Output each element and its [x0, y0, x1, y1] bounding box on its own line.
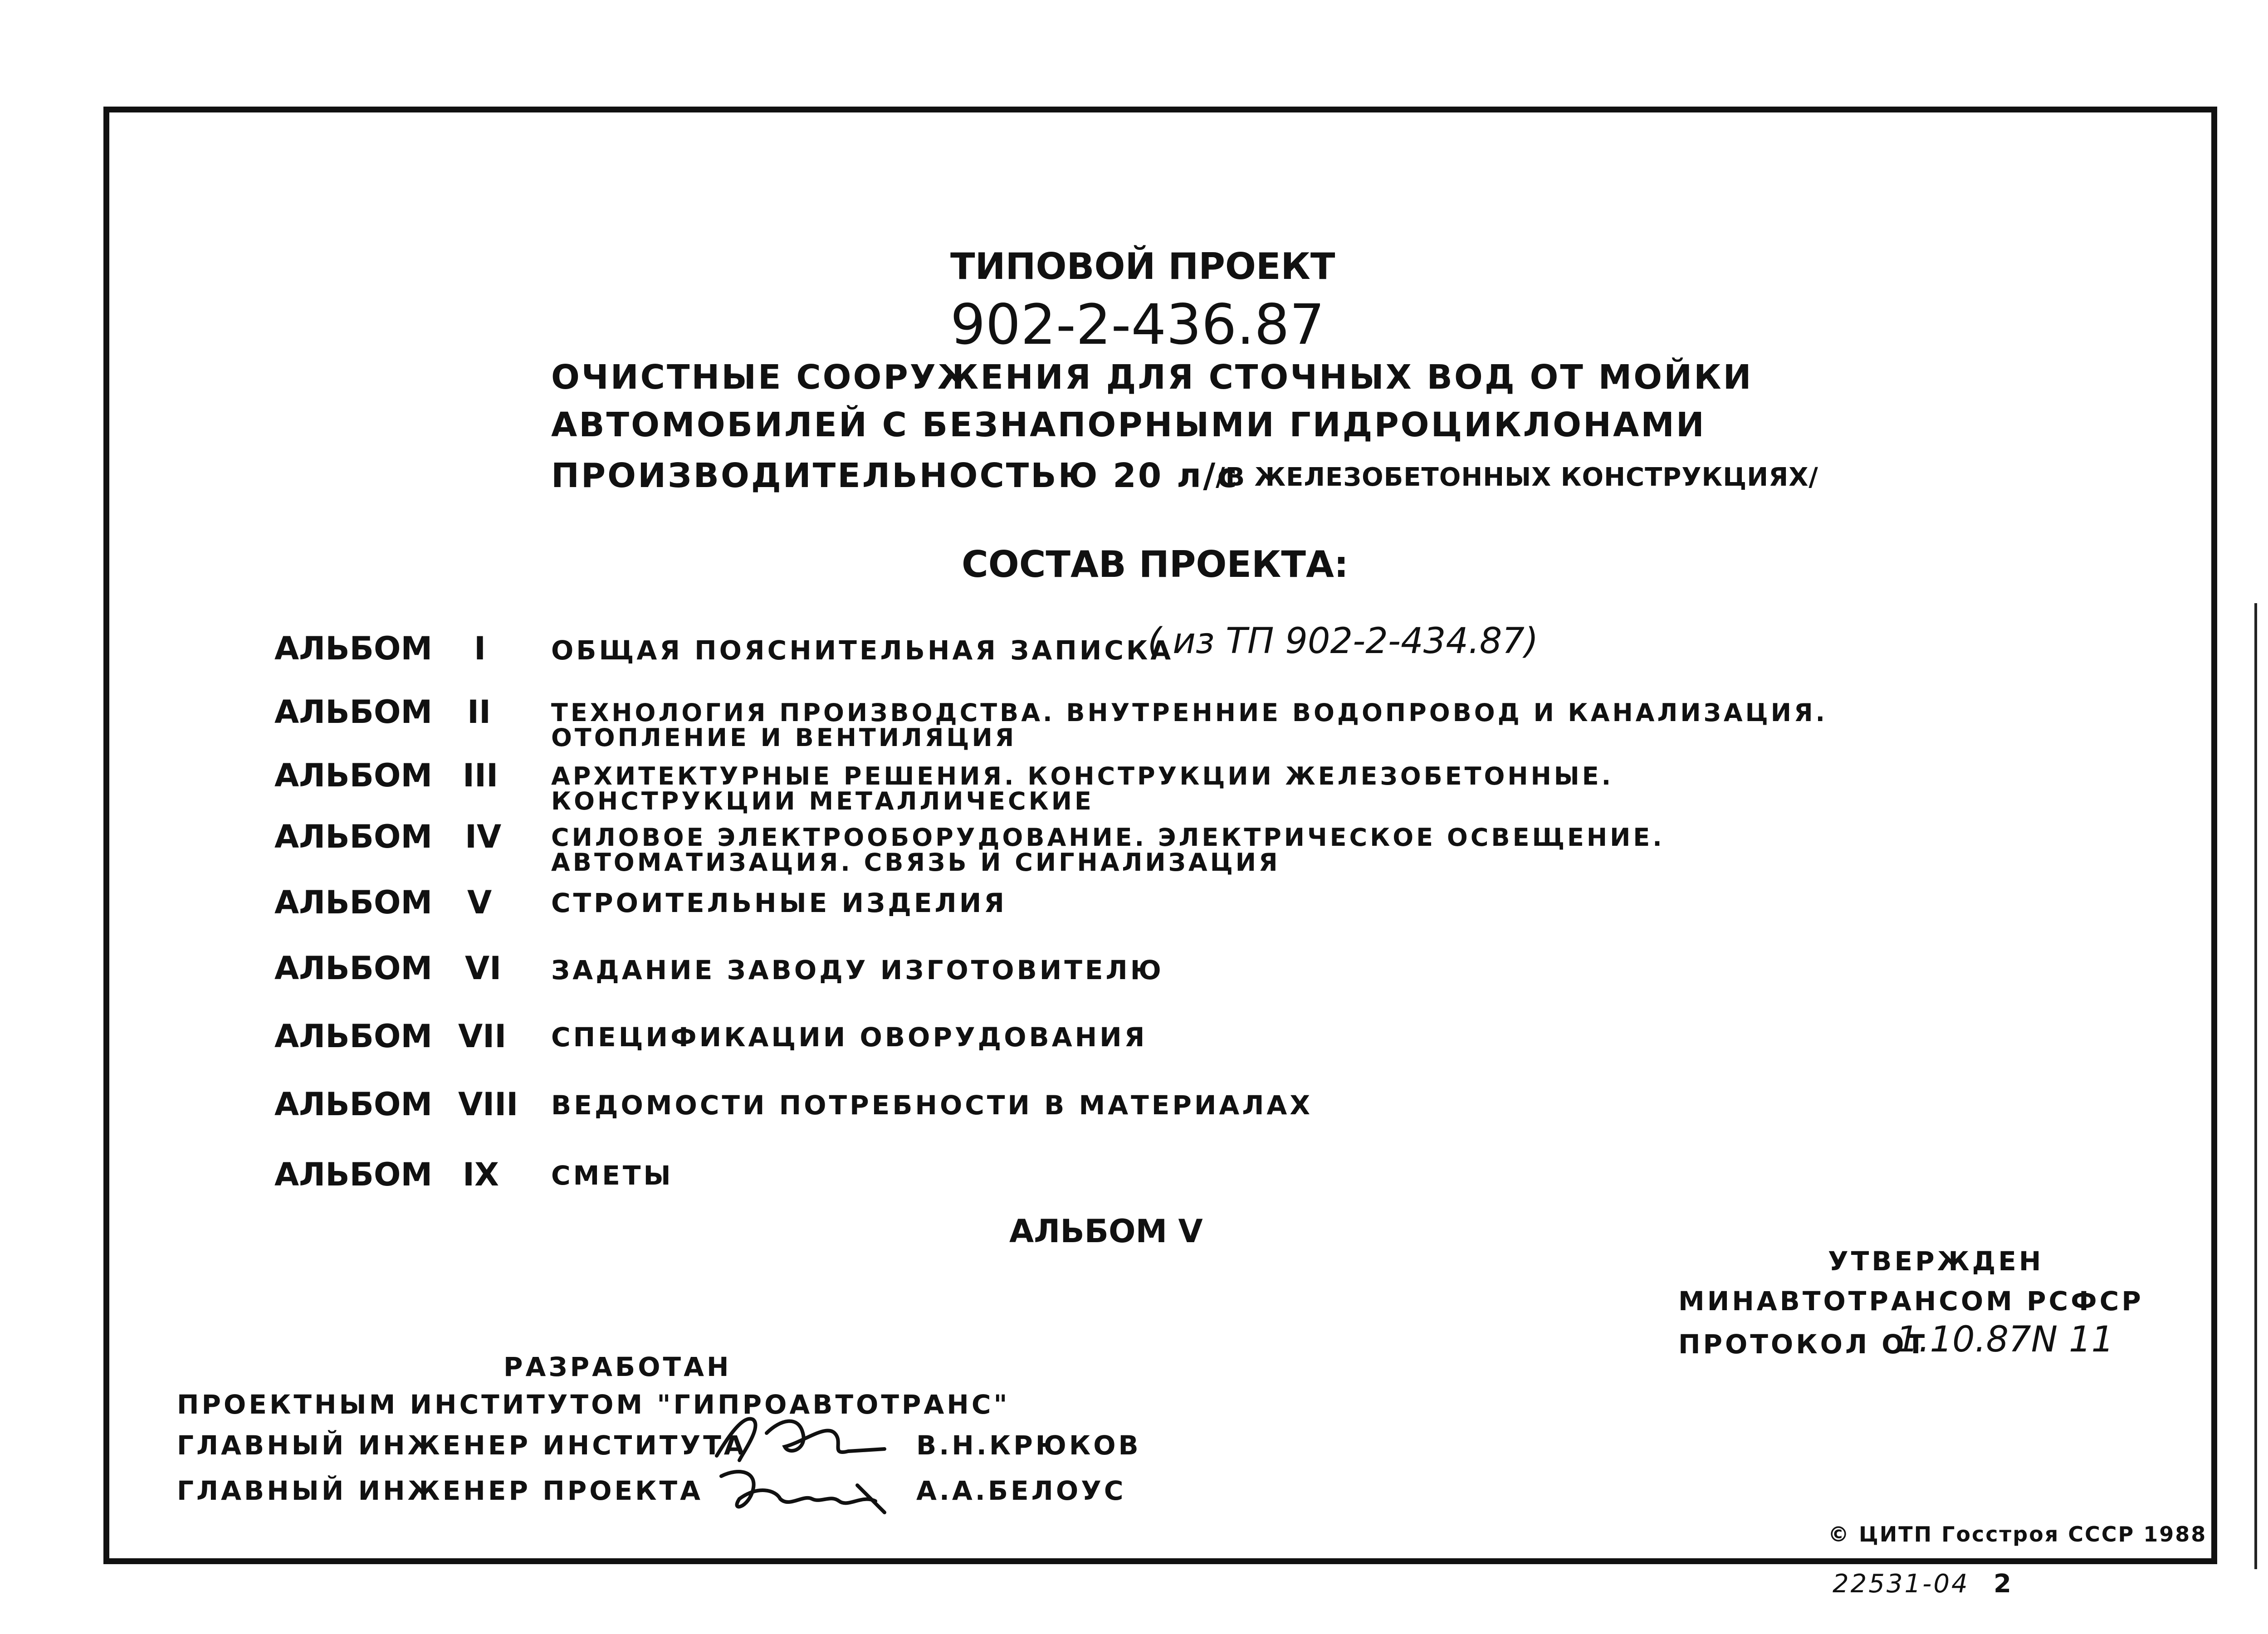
- album-label: АЛЬБОМ: [274, 1156, 433, 1193]
- album-title: АРХИТЕКТУРНЫЕ РЕШЕНИЯ. КОНСТРУКЦИИ ЖЕЛЕЗОБЕТОННЫЕ.: [551, 762, 1614, 790]
- title-line-3: ПРОИЗВОДИТЕЛЬНОСТЬЮ 20 л/с: [551, 456, 1239, 495]
- album-number: II: [467, 693, 491, 731]
- project-type: ТИПОВОЙ ПРОЕКТ: [950, 245, 1335, 288]
- approval-line-1: УТВЕРЖДЕН: [1828, 1246, 2044, 1277]
- developer-line-1: ПРОЕКТНЫМ ИНСТИТУТОМ "ГИПРОАВТОТРАНС": [177, 1389, 1010, 1420]
- album-title-line-2: КОНСТРУКЦИИ МЕТАЛЛИЧЕСКИЕ: [551, 787, 1094, 815]
- album-title: ЗАДАНИЕ ЗАВОДУ ИЗГОТОВИТЕЛЮ: [551, 955, 1164, 985]
- album-label: АЛЬБОМ: [274, 950, 433, 987]
- album-title-handwritten-note: ( из ТП 902-2-434.87): [1148, 621, 1539, 662]
- copyright: © ЦИТП Госстроя СССР 1988: [1828, 1522, 2207, 1546]
- album-title-line-2: АВТОМАТИЗАЦИЯ. СВЯЗЬ И СИГНАЛИЗАЦИЯ: [551, 848, 1281, 877]
- album-number: V: [467, 884, 492, 921]
- album-label: АЛЬБОМ: [274, 1086, 433, 1123]
- chief-engineer-project-role: ГЛАВНЫЙ ИНЖЕНЕР ПРОЕКТА: [177, 1475, 703, 1506]
- current-album: АЛЬБОМ V: [1009, 1213, 1203, 1250]
- approval-line-3: ПРОТОКОЛ ОТ: [1678, 1329, 1928, 1360]
- chief-engineer-project-name: А.А.БЕЛОУС: [916, 1475, 1126, 1506]
- album-number: VIII: [458, 1086, 518, 1123]
- album-title: СИЛОВОЕ ЭЛЕКТРООБОРУДОВАНИЕ. ЭЛЕКТРИЧЕСКОЕ ОСВЕЩЕНИЕ.: [551, 823, 1665, 852]
- album-label: АЛЬБОМ: [274, 693, 433, 731]
- album-label: АЛЬБОМ: [274, 884, 433, 921]
- album-label: АЛЬБОМ: [274, 630, 433, 667]
- project-code: 902-2-436.87: [950, 293, 1325, 357]
- album-number: III: [463, 757, 499, 794]
- album-label: АЛЬБОМ: [274, 1018, 433, 1055]
- chief-engineer-institute-name: В.Н.КРЮКОВ: [916, 1430, 1141, 1461]
- album-title: СМЕТЫ: [551, 1160, 674, 1191]
- sheet-number: 2: [1994, 1569, 2011, 1599]
- chief-engineer-institute-role: ГЛАВНЫЙ ИНЖЕНЕР ИНСТИТУТА: [177, 1430, 747, 1461]
- album-title: ОБЩАЯ ПОЯСНИТЕЛЬНАЯ ЗАПИСКА: [551, 635, 1174, 666]
- album-label: АЛЬБОМ: [274, 757, 433, 794]
- album-title: СТРОИТЕЛЬНЫЕ ИЗДЕЛИЯ: [551, 888, 1007, 918]
- approval-protocol-handwritten: 1.10.87N 11: [1896, 1319, 2114, 1360]
- album-number: I: [474, 630, 486, 667]
- title-line-2: АВТОМОБИЛЕЙ С БЕЗНАПОРНЫМИ ГИДРОЦИКЛОНАМИ: [551, 405, 1706, 444]
- title-line-1: ОЧИСТНЫЕ СООРУЖЕНИЯ ДЛЯ СТОЧНЫХ ВОД ОТ МОЙКИ: [551, 358, 1753, 397]
- album-title: ВЕДОМОСТИ ПОТРЕБНОСТИ В МАТЕРИАЛАХ: [551, 1090, 1313, 1121]
- album-title-line-2: ОТОПЛЕНИЕ И ВЕНТИЛЯЦИЯ: [551, 723, 1017, 752]
- signature-belous: [712, 1458, 903, 1526]
- developer-heading: РАЗРАБОТАН: [503, 1351, 732, 1382]
- margin-line: [2254, 603, 2257, 1569]
- album-number: IX: [463, 1156, 499, 1193]
- album-number: VII: [458, 1018, 507, 1055]
- album-title: ТЕХНОЛОГИЯ ПРОИЗВОДСТВА. ВНУТРЕННИЕ ВОДОПРОВОД И КАНАЛИЗАЦИЯ.: [551, 698, 1828, 727]
- album-number: VI: [465, 950, 502, 987]
- album-label: АЛЬБОМ: [274, 818, 433, 855]
- contents-heading: СОСТАВ ПРОЕКТА:: [962, 543, 1349, 585]
- approval-line-2: МИНАВТОТРАНСОМ РСФСР: [1678, 1286, 2144, 1317]
- title-line-3-note: /В ЖЕЛЕЗОБЕТОННЫХ КОНСТРУКЦИЯХ/: [1216, 463, 1818, 492]
- album-number: IV: [465, 818, 502, 855]
- sheet-code: 22531-04: [1833, 1569, 1970, 1599]
- album-title: СПЕЦИФИКАЦИИ ОВОРУДОВАНИЯ: [551, 1022, 1148, 1053]
